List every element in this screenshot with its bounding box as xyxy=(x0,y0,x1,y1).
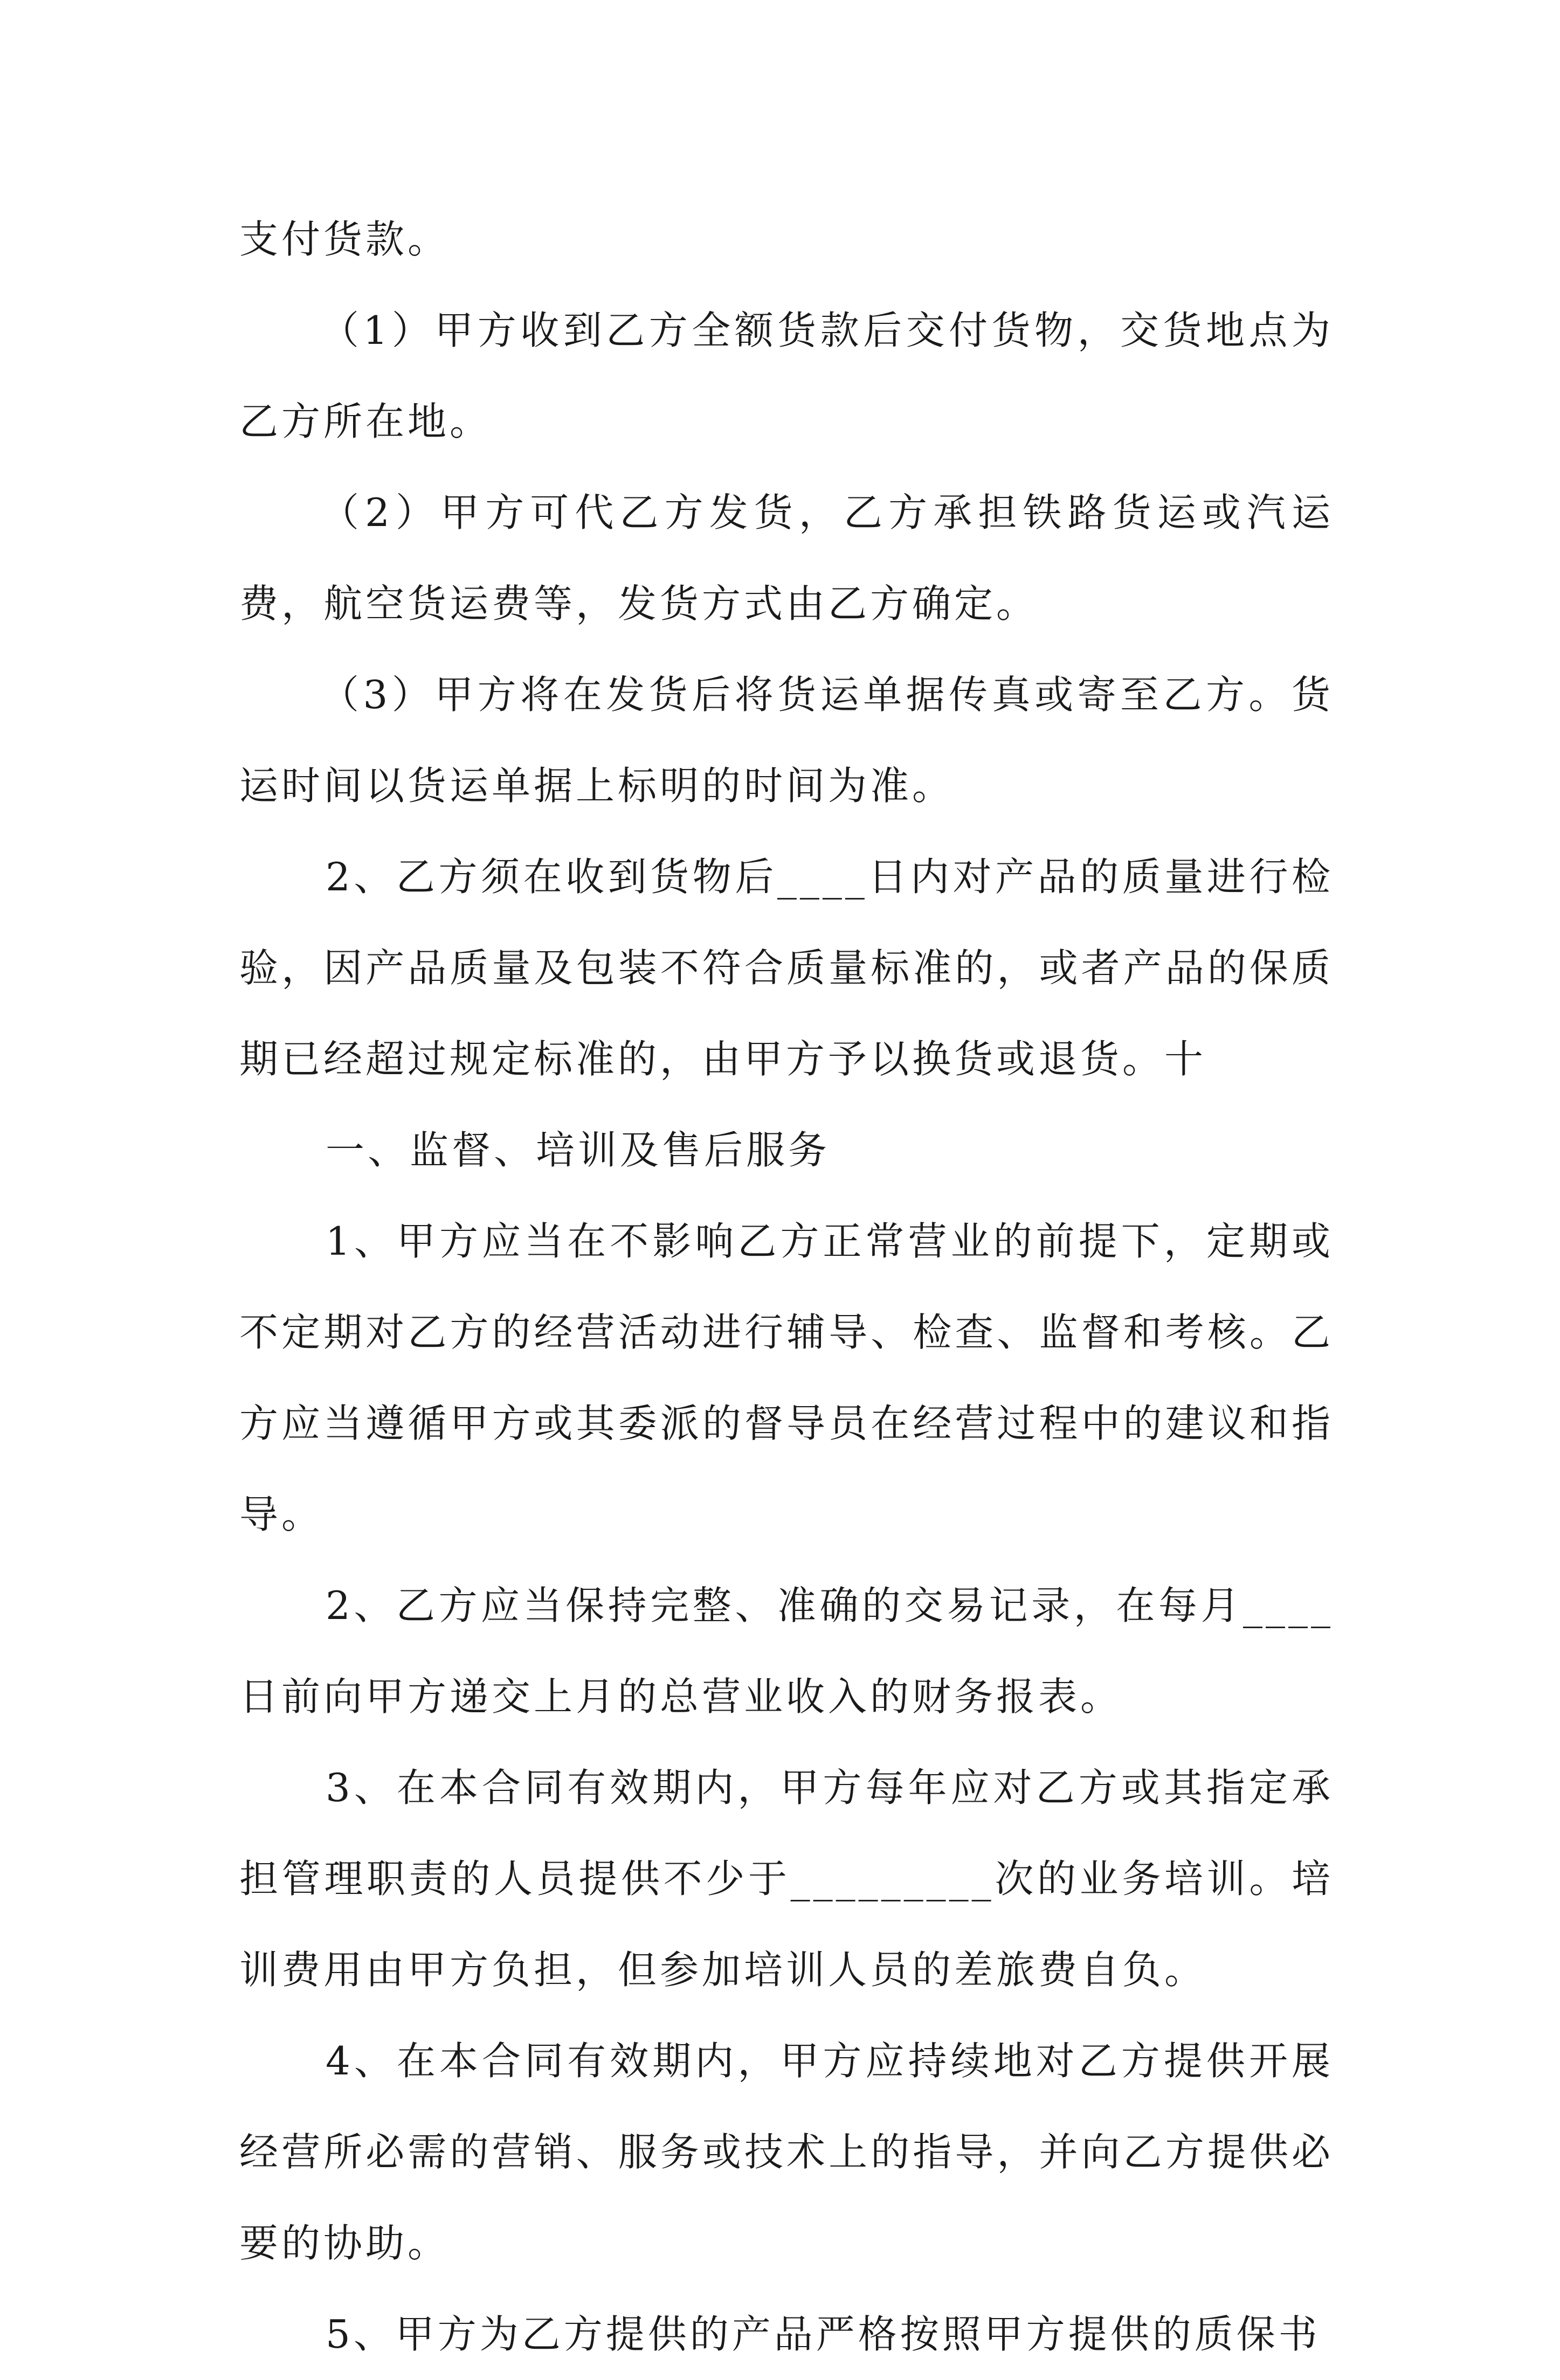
paragraph-clause-3: （3）甲方将在发货后将货运单据传真或寄至乙方。货运时间以货运单据上标明的时间为准。 xyxy=(239,672,1334,808)
paragraph-supervision-2: 2、乙方应当保持完整、准确的交易记录，在每月____日前向甲方递交上月的总营业收入的财务报表。 xyxy=(239,1583,1334,1719)
paragraph-clause-1: （1）甲方收到乙方全额货款后交付货物，交货地点为乙方所在地。 xyxy=(239,308,1334,444)
paragraph-inspection: 2、乙方须在收到货物后____日内对产品的质量进行检验，因产品质量及包装不符合质量标准的，或者产品的保质期已经超过规定标准的，由甲方予以换货或退货。十 xyxy=(239,854,1334,1082)
paragraph-payment-continued: 支付货款。 xyxy=(239,217,450,262)
paragraph-supervision-3: 3、在本合同有效期内，甲方每年应对乙方或其指定承担管理职责的人员提供不少于_________次的业务培训。培训费用由甲方负担，但参加培训人员的差旅费自负。 xyxy=(239,1765,1334,1992)
section-heading-supervision: 一、监督、培训及售后服务 xyxy=(326,1127,831,1173)
paragraph-clause-2: （2）甲方可代乙方发货，乙方承担铁路货运或汽运费，航空货运费等，发货方式由乙方确定。 xyxy=(239,490,1334,626)
paragraph-supervision-5: 5、甲方为乙方提供的产品严格按照甲方提供的质保书 xyxy=(326,2312,1321,2357)
paragraph-supervision-1: 1、甲方应当在不影响乙方正常营业的前提下，定期或不定期对乙方的经营活动进行辅导、检查、监督和考核。乙方应当遵循甲方或其委派的督导员在经营过程中的建议和指导。 xyxy=(239,1219,1334,1537)
paragraph-supervision-4: 4、在本合同有效期内，甲方应持续地对乙方提供开展经营所必需的营销、服务或技术上的指导，并向乙方提供必要的协助。 xyxy=(239,2038,1334,2266)
document-body xyxy=(239,194,1334,2380)
